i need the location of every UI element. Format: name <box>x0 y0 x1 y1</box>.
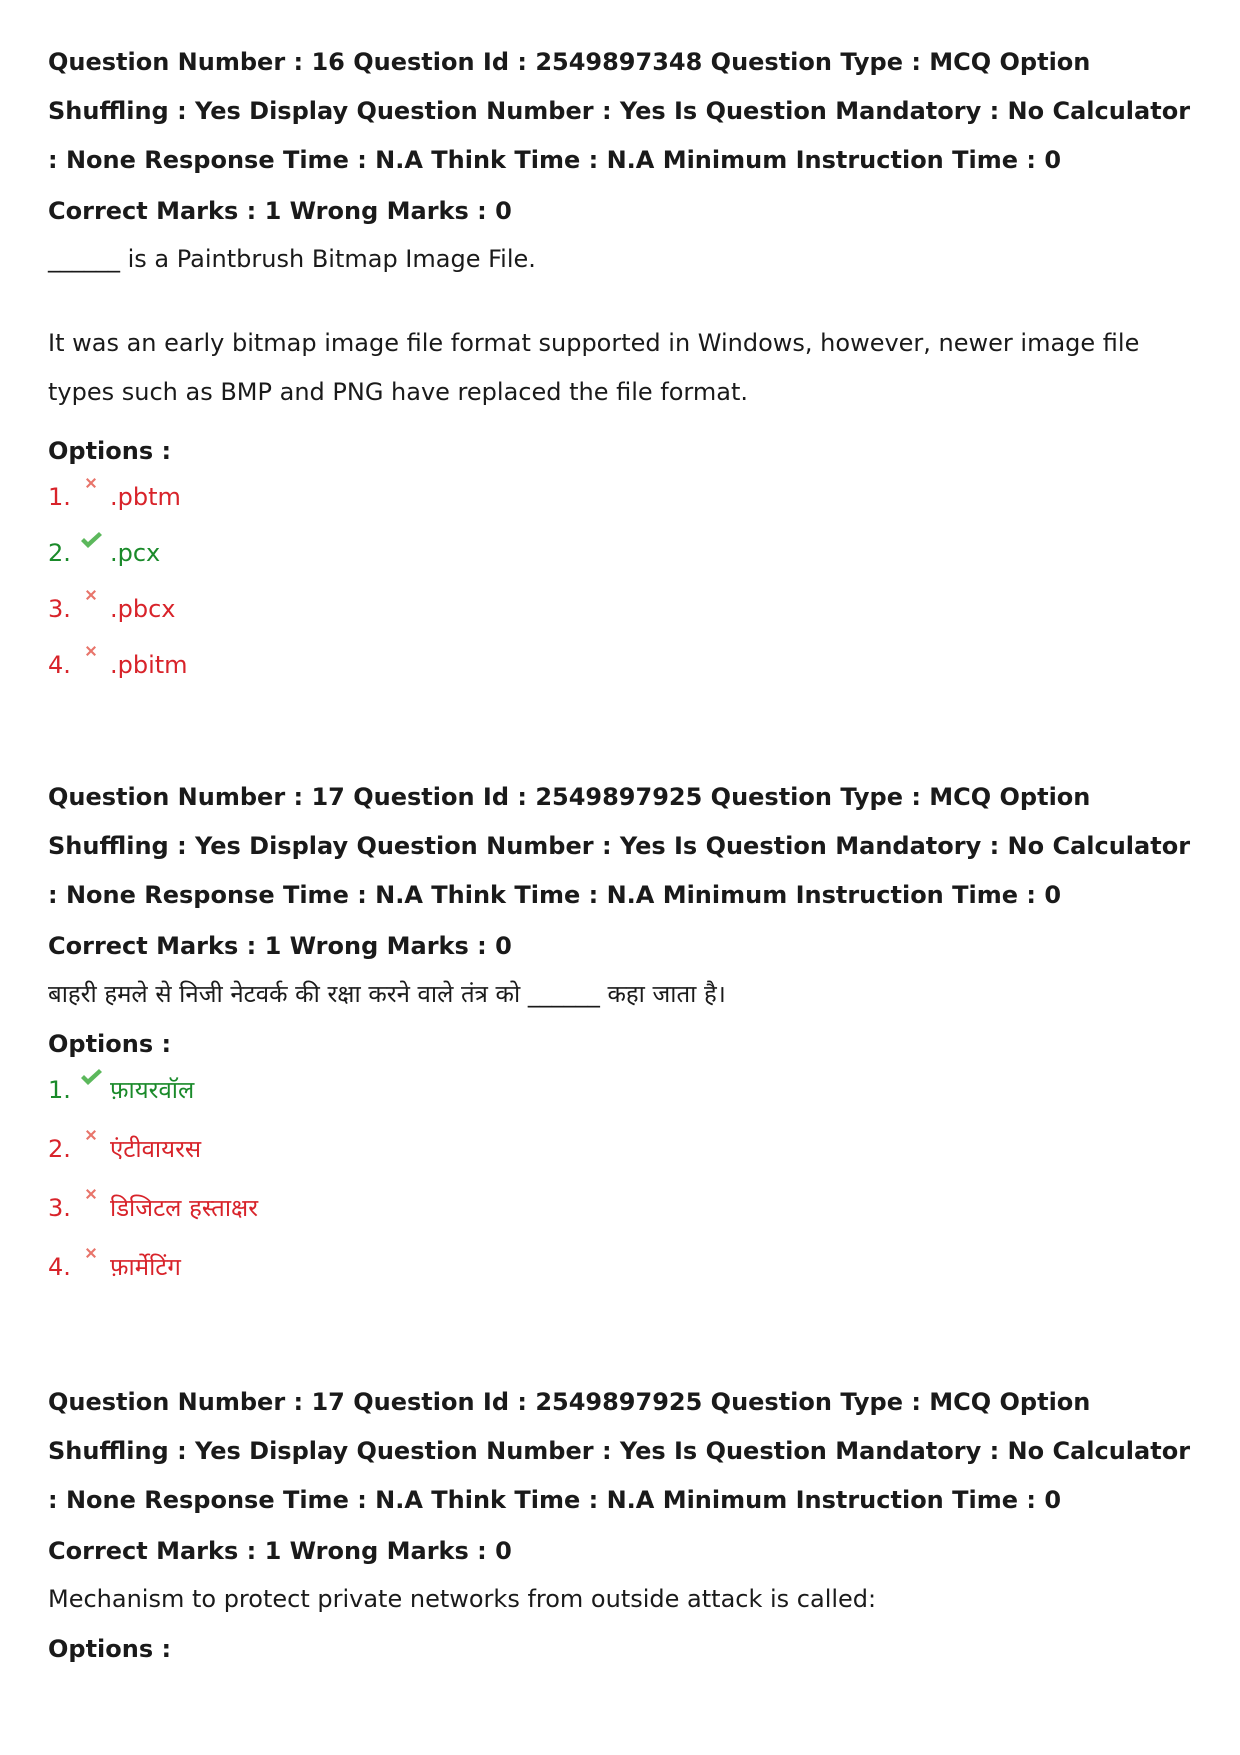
option-text: फ़ायरवॉल <box>110 1076 195 1104</box>
option-text: .pbitm <box>110 651 188 679</box>
option-item <box>48 533 1198 589</box>
option-number: 2. <box>48 539 71 567</box>
option-item <box>48 589 1198 645</box>
option-item <box>48 1247 1198 1306</box>
cross-icon <box>78 1186 104 1202</box>
cross-icon <box>78 1245 104 1261</box>
option-text: .pcx <box>110 539 161 567</box>
option-number: 3. <box>48 1194 71 1222</box>
option-item <box>48 1129 1198 1188</box>
option-number: 3. <box>48 595 71 623</box>
question-text: ______ is a Paintbrush Bitmap Image File. <box>48 245 536 273</box>
check-icon <box>78 1068 104 1086</box>
question-explanation: It was an early bitmap image file format supported in Windows, however, newer image file types such as BMP and PNG have replaced the file format. <box>48 329 1140 406</box>
question-block <box>48 38 1198 701</box>
question-meta: Question Number : 16 Question Id : 2549897348 Question Type : MCQ Option Shuffling : Yes Display Question Number : Yes Is Question Mandatory : No Calculator : None Response Time : N.A Think Time : N.A Minimum Instruction Time : 0 <box>48 48 1191 174</box>
option-item <box>48 1070 1198 1129</box>
cross-icon <box>78 475 104 491</box>
option-number: 2. <box>48 1135 71 1163</box>
options-list <box>48 1070 1198 1306</box>
options-label: Options : <box>48 1030 172 1058</box>
option-number: 4. <box>48 1253 71 1281</box>
options-list <box>48 477 1198 701</box>
cross-icon <box>78 587 104 603</box>
question-meta: Question Number : 17 Question Id : 2549897925 Question Type : MCQ Option Shuffling : Yes Display Question Number : Yes Is Question Mandatory : No Calculator : None Response Time : N.A Think Time : N.A Minimum Instruction Time : 0 <box>48 783 1191 909</box>
option-item <box>48 1188 1198 1247</box>
option-text: .pbtm <box>110 483 181 511</box>
option-number: 1. <box>48 483 71 511</box>
document-page <box>48 38 1198 1737</box>
question-marks: Correct Marks : 1 Wrong Marks : 0 <box>48 197 512 225</box>
cross-icon <box>78 1127 104 1143</box>
option-text: .pbcx <box>110 595 176 623</box>
option-number: 1. <box>48 1076 71 1104</box>
question-marks: Correct Marks : 1 Wrong Marks : 0 <box>48 1537 512 1565</box>
option-item <box>48 645 1198 701</box>
question-block <box>48 1378 1198 1665</box>
option-number: 4. <box>48 651 71 679</box>
option-text: एंटीवायरस <box>110 1135 202 1163</box>
option-item <box>48 477 1198 533</box>
option-text: डिजिटल हस्ताक्षर <box>110 1194 259 1222</box>
check-icon <box>78 531 104 549</box>
options-label: Options : <box>48 1635 172 1663</box>
question-block <box>48 773 1198 1306</box>
question-text: Mechanism to protect private networks from outside attack is called: <box>48 1585 877 1613</box>
question-marks: Correct Marks : 1 Wrong Marks : 0 <box>48 932 512 960</box>
cross-icon <box>78 643 104 659</box>
question-meta: Question Number : 17 Question Id : 2549897925 Question Type : MCQ Option Shuffling : Yes Display Question Number : Yes Is Question Mandatory : No Calculator : None Response Time : N.A Think Time : N.A Minimum Instruction Time : 0 <box>48 1388 1191 1514</box>
option-text: फ़ार्मेटिंग <box>110 1253 181 1281</box>
options-label: Options : <box>48 437 172 465</box>
question-text: बाहरी हमले से निजी नेटवर्क की रक्षा करने वाले तंत्र को ______ कहा जाता है। <box>48 980 726 1008</box>
